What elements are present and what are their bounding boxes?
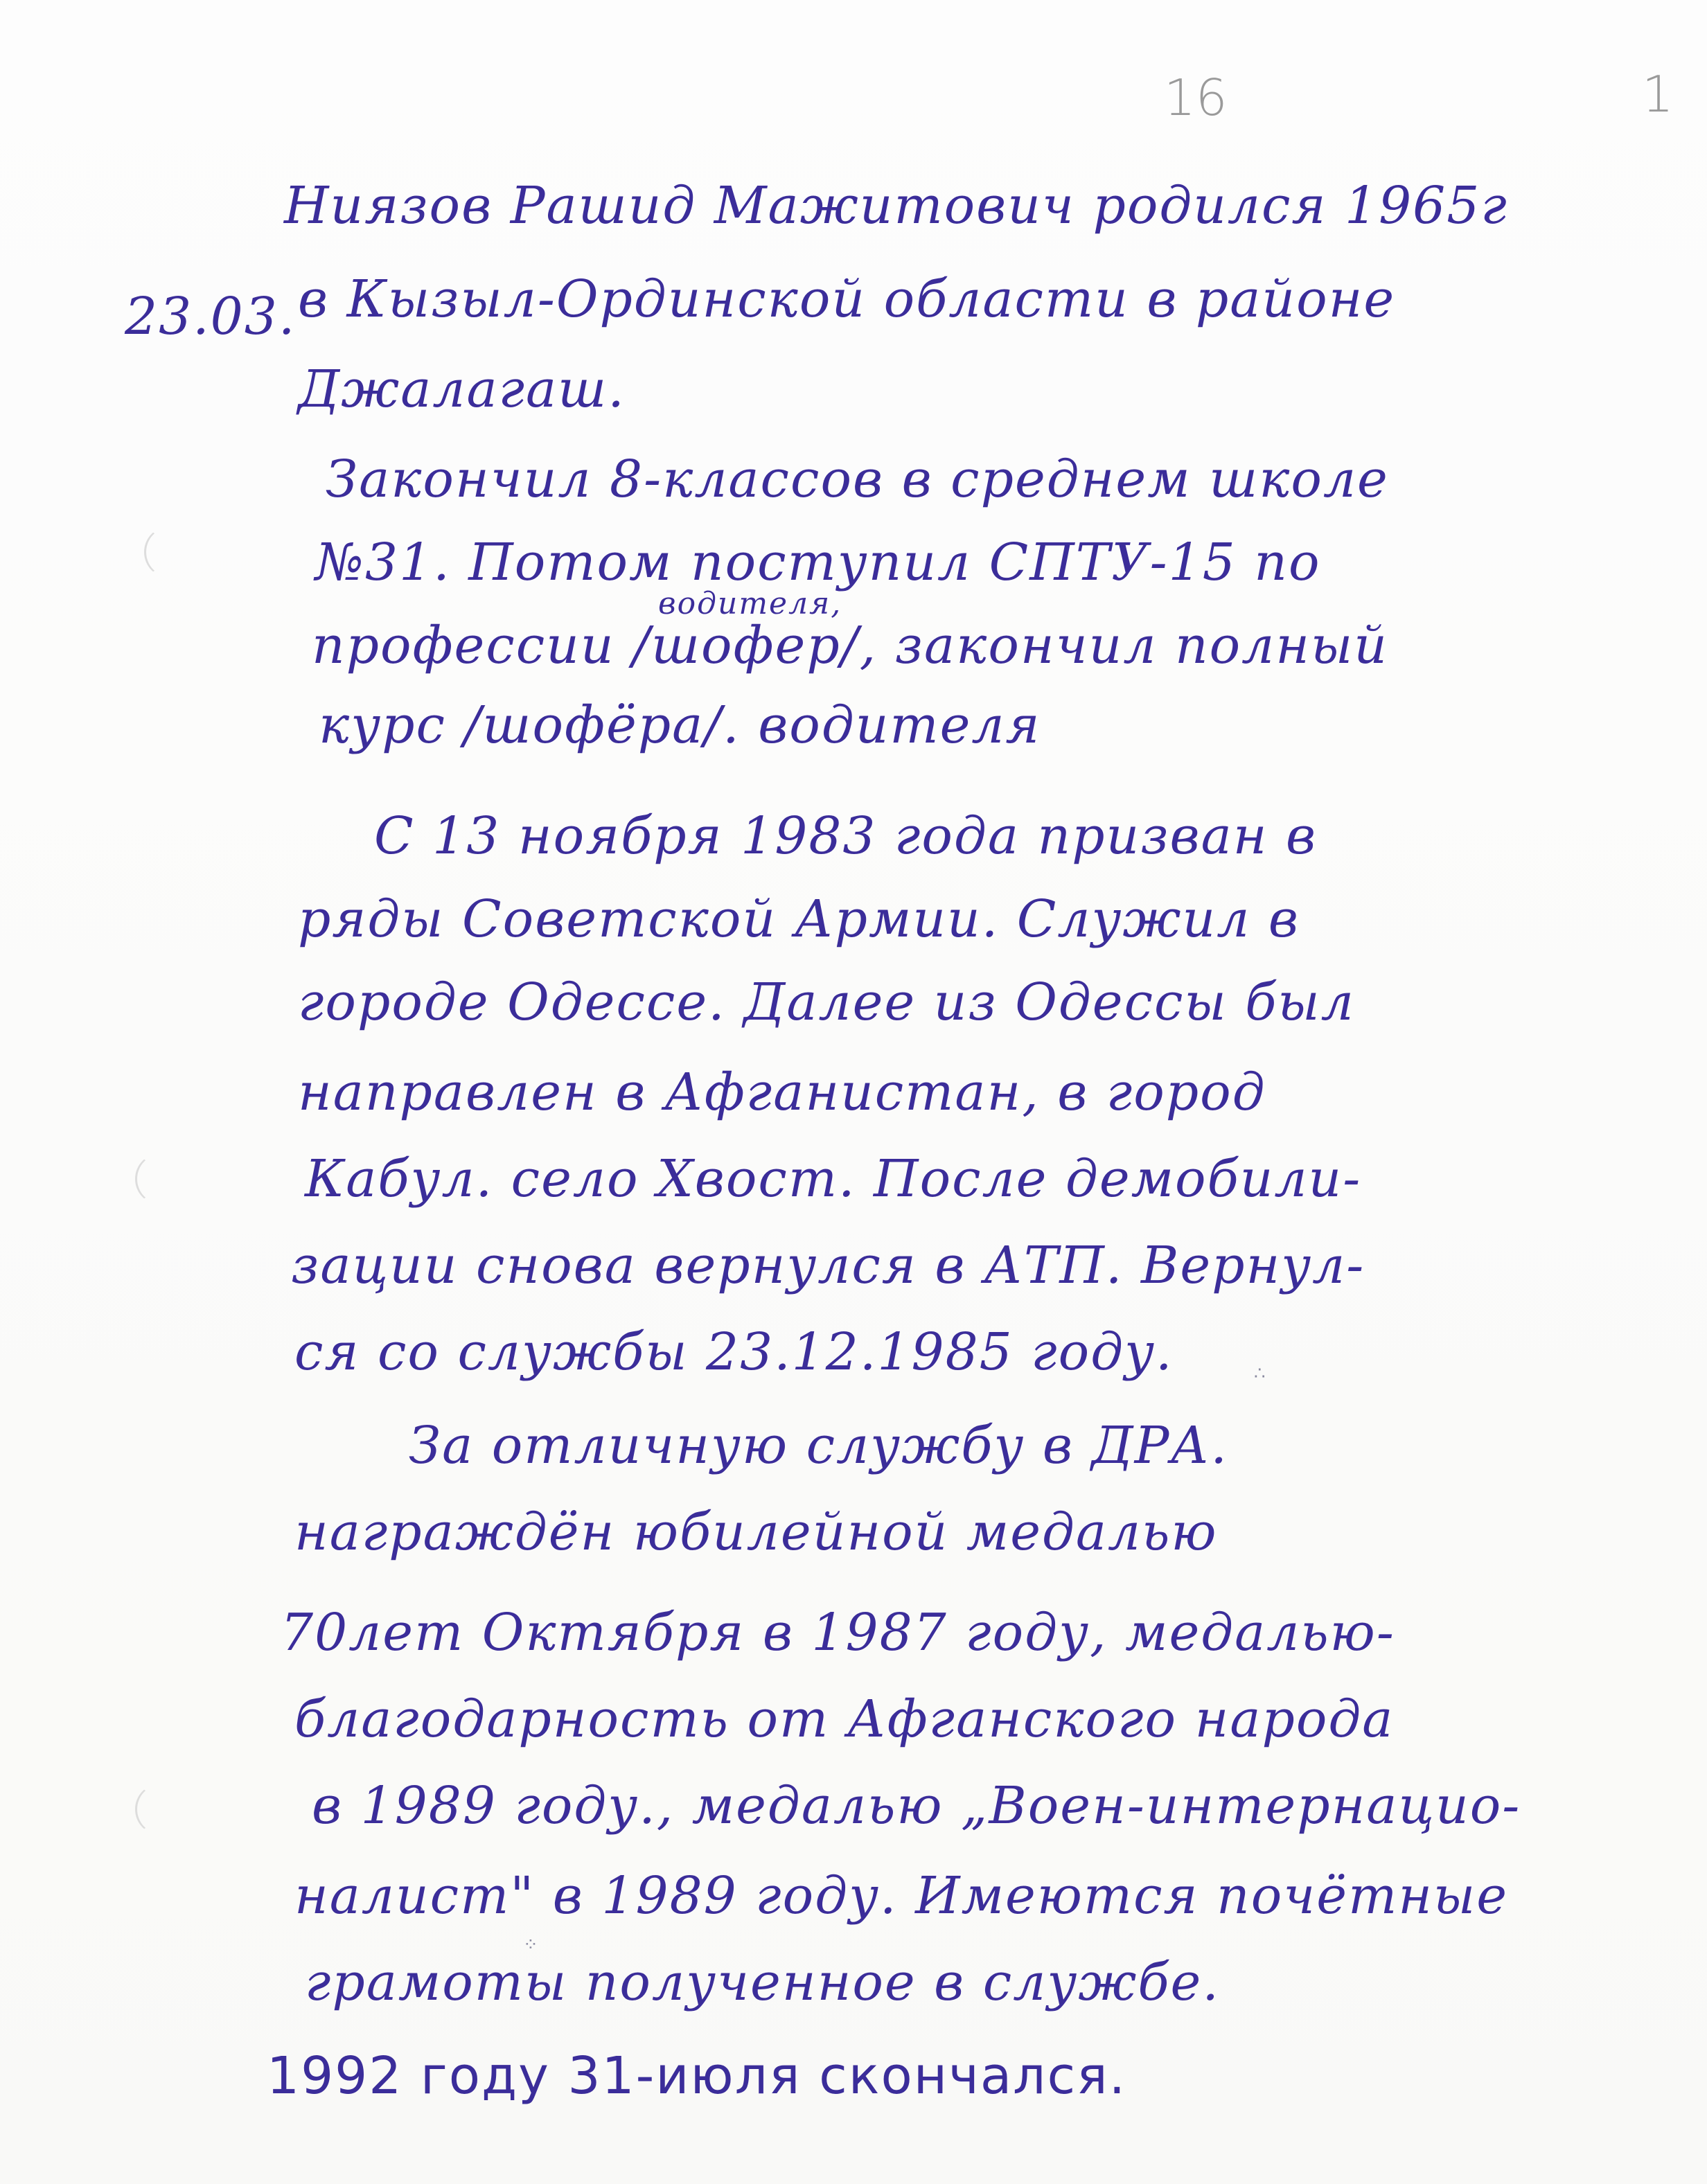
text-line: Закончил 8-классов в среднем школе (326, 450, 1389, 509)
text-line: грамоты полученное в службе. (305, 1953, 1220, 2012)
closing-line: 1992 году 31-июля скончался. (267, 2046, 1127, 2106)
text-line: в Кызыл-Ординской области в районе (298, 269, 1396, 329)
ink-blot: ⁘ (523, 1935, 538, 1955)
punch-hole-mark (135, 1153, 186, 1205)
margin-date: 23.03. (125, 287, 297, 346)
punch-hole-mark (135, 1784, 186, 1835)
punch-hole-mark (144, 526, 195, 578)
correction-word: водителя, (658, 586, 842, 621)
text-line: курс /шофёра/. водителя (319, 695, 1041, 755)
sheet-number-pencil: 1 (1642, 65, 1674, 123)
text-line: №31. Потом поступил СПТУ-15 по (315, 533, 1321, 592)
text-line: профессии /шофер/, закончил полный (312, 616, 1388, 675)
page-number-pencil: 16 (1164, 69, 1228, 127)
text-line: ся со службы 23.12.1985 году. (294, 1322, 1174, 1382)
ink-blot: ∴ (1254, 1363, 1266, 1384)
text-line: зации снова вернулся в АТП. Вернул- (291, 1236, 1365, 1295)
text-line: городе Одессе. Далее из Одессы был (298, 973, 1355, 1032)
text-line: награждён юбилейной медалью (294, 1502, 1218, 1562)
text-line: благодарность от Афганского народа (294, 1689, 1395, 1749)
text-line: ряды Советской Армии. Служил в (298, 889, 1300, 949)
text-line: За отличную службу в ДРА. (409, 1416, 1228, 1475)
text-line: 70лет Октября в 1987 году, медалью- (281, 1603, 1395, 1662)
text-line: налист" в 1989 году. Имеются почётные (294, 1866, 1509, 1926)
text-line: Ниязов Рашид Мажитович родился 1965г (284, 176, 1508, 236)
text-line: в 1989 году., медалью „Воен-интернацио- (312, 1776, 1521, 1836)
text-line: Джалагаш. (298, 359, 626, 419)
text-line: С 13 ноября 1983 года призван в (374, 806, 1318, 866)
text-line: направлен в Афганистан, в город (298, 1063, 1266, 1122)
text-line: Кабул. село Хвост. После демобили- (305, 1149, 1362, 1209)
